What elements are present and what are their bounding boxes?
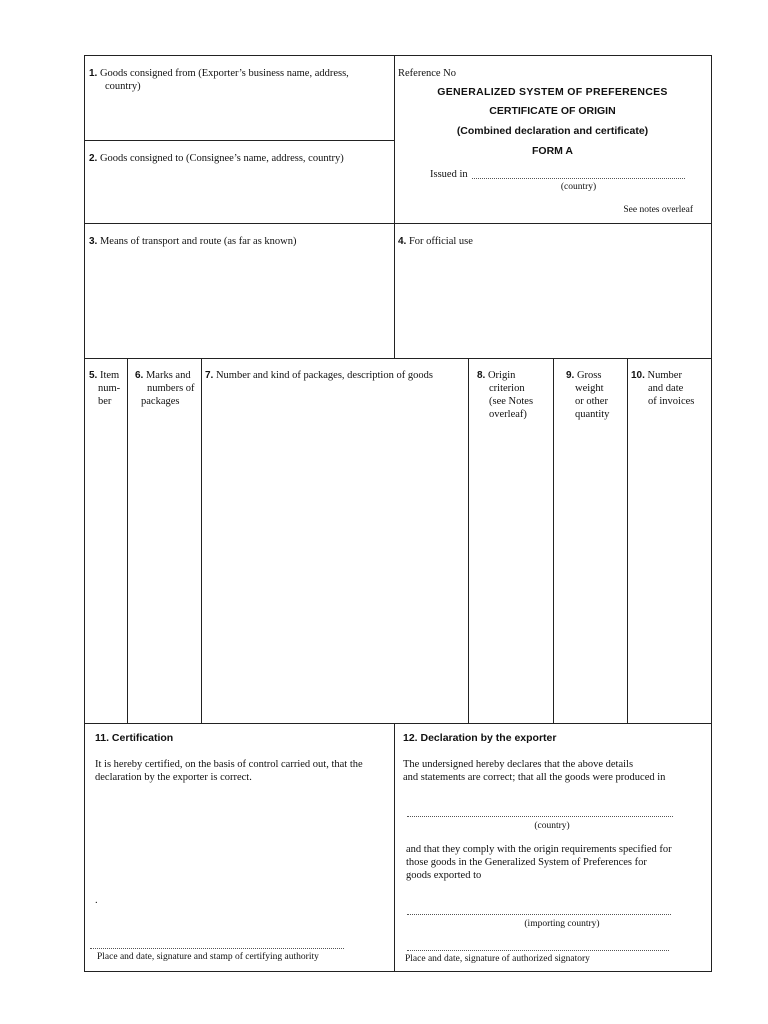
col5-line3: ber [98,396,112,407]
col6-line2: numbers of [147,383,195,394]
col10-line2: and date [648,383,684,394]
issued-in-country: (country) [560,182,597,192]
divider-col9-col10 [627,358,628,723]
box4-number: 4. [398,236,407,247]
col10-number: 10. [631,370,645,381]
col6-header [135,369,201,408]
divider-col8-col9 [553,358,554,723]
reference-no: Reference No [398,68,457,79]
issued-in-field[interactable] [472,178,685,179]
box11-text-2: declaration by the exporter is correct. [95,772,252,783]
box12-country-field[interactable] [407,816,673,817]
box2-label [89,152,389,165]
box12-text-1: The undersigned hereby declares that the above details [403,759,634,770]
box4-label [398,235,698,248]
col10-header [631,369,711,408]
box4-text: For official use [408,236,473,247]
col8-line2: criterion [489,383,525,394]
col9-number: 9. [566,370,575,381]
see-notes-overleaf: See notes overleaf [623,205,693,215]
divider-box11-box12 [394,723,395,971]
divider-col7-col8 [468,358,469,723]
box12-text-2: and statements are correct; that all the goods were produced in [403,772,666,783]
box12-footer: Place and date, signature of authorized signatory [405,954,590,964]
col8-number: 8. [477,370,486,381]
box11-title: 11. Certification [95,732,174,744]
box1-text: Goods consigned from (Exporter’s business name, address, [99,68,349,79]
form-title-combined: (Combined declaration and certificate) [456,125,649,137]
col6-line3: packages [141,396,180,407]
divider-col5-col6 [127,358,128,723]
col6-number: 6. [135,370,144,381]
col10-line3: of invoices [648,396,695,407]
divider-top-vertical [394,56,395,358]
divider-row1-row2 [85,223,711,224]
col7-number: 7. [205,370,214,381]
col9-header [566,369,627,421]
col7-header [205,369,467,382]
col7-line1: Number and kind of packages, description of goods [215,370,433,381]
box3-number: 3. [89,236,98,247]
divider-col6-col7 [201,358,202,723]
box12-signature-field[interactable] [407,950,669,951]
box12-text-3: and that they comply with the origin requirements specified for [406,844,672,855]
col9-line4: quantity [575,409,610,420]
col5-line1: Item [99,370,120,381]
col10-line1: Number [647,370,682,381]
box12-title: 12. Declaration by the exporter [403,732,557,744]
box2-text: Goods consigned to (Consignee’s name, address, country) [99,153,344,164]
box11-dot: . [95,895,98,906]
box12-text-5: goods exported to [406,870,482,881]
box12-country-label: (country) [534,821,570,831]
col9-line1: Gross [576,370,602,381]
box1-number: 1. [89,68,98,79]
col5-header [89,369,127,408]
form-title-form-a: FORM A [531,145,574,157]
divider-row3-row4 [85,723,711,724]
box12-text-4: those goods in the Generalized System of Preferences for [406,857,647,868]
col5-line2: num- [98,383,121,394]
col8-line1: Origin [487,370,516,381]
col8-header [477,369,553,421]
box3-text: Means of transport and route (as far as known) [99,236,297,247]
box11-signature-field[interactable] [90,948,344,949]
box1-text-2: country) [105,81,141,92]
col8-line4: overleaf) [489,409,527,420]
box12-importing-country-label: (importing country) [524,919,600,929]
form-title-certificate: CERTIFICATE OF ORIGIN [489,105,616,117]
col9-line3: or other [575,396,608,407]
box11-text-1: It is hereby certified, on the basis of control carried out, that the [95,759,363,770]
divider-box1-box2 [85,140,394,141]
box3-label [89,235,389,248]
box1-label [89,67,389,93]
divider-row2-row3 [85,358,711,359]
col6-line1: Marks and [145,370,191,381]
box11-footer: Place and date, signature and stamp of certifying authority [97,952,319,962]
certificate-form [84,55,712,972]
issued-in-label: Issued in [430,169,468,180]
box2-number: 2. [89,153,98,164]
col8-line3: (see Notes [489,396,534,407]
col9-line2: weight [575,383,604,394]
col5-number: 5. [89,370,98,381]
box12-importing-country-field[interactable] [407,914,671,915]
form-title-gsp: GENERALIZED SYSTEM OF PREFERENCES [437,86,668,98]
